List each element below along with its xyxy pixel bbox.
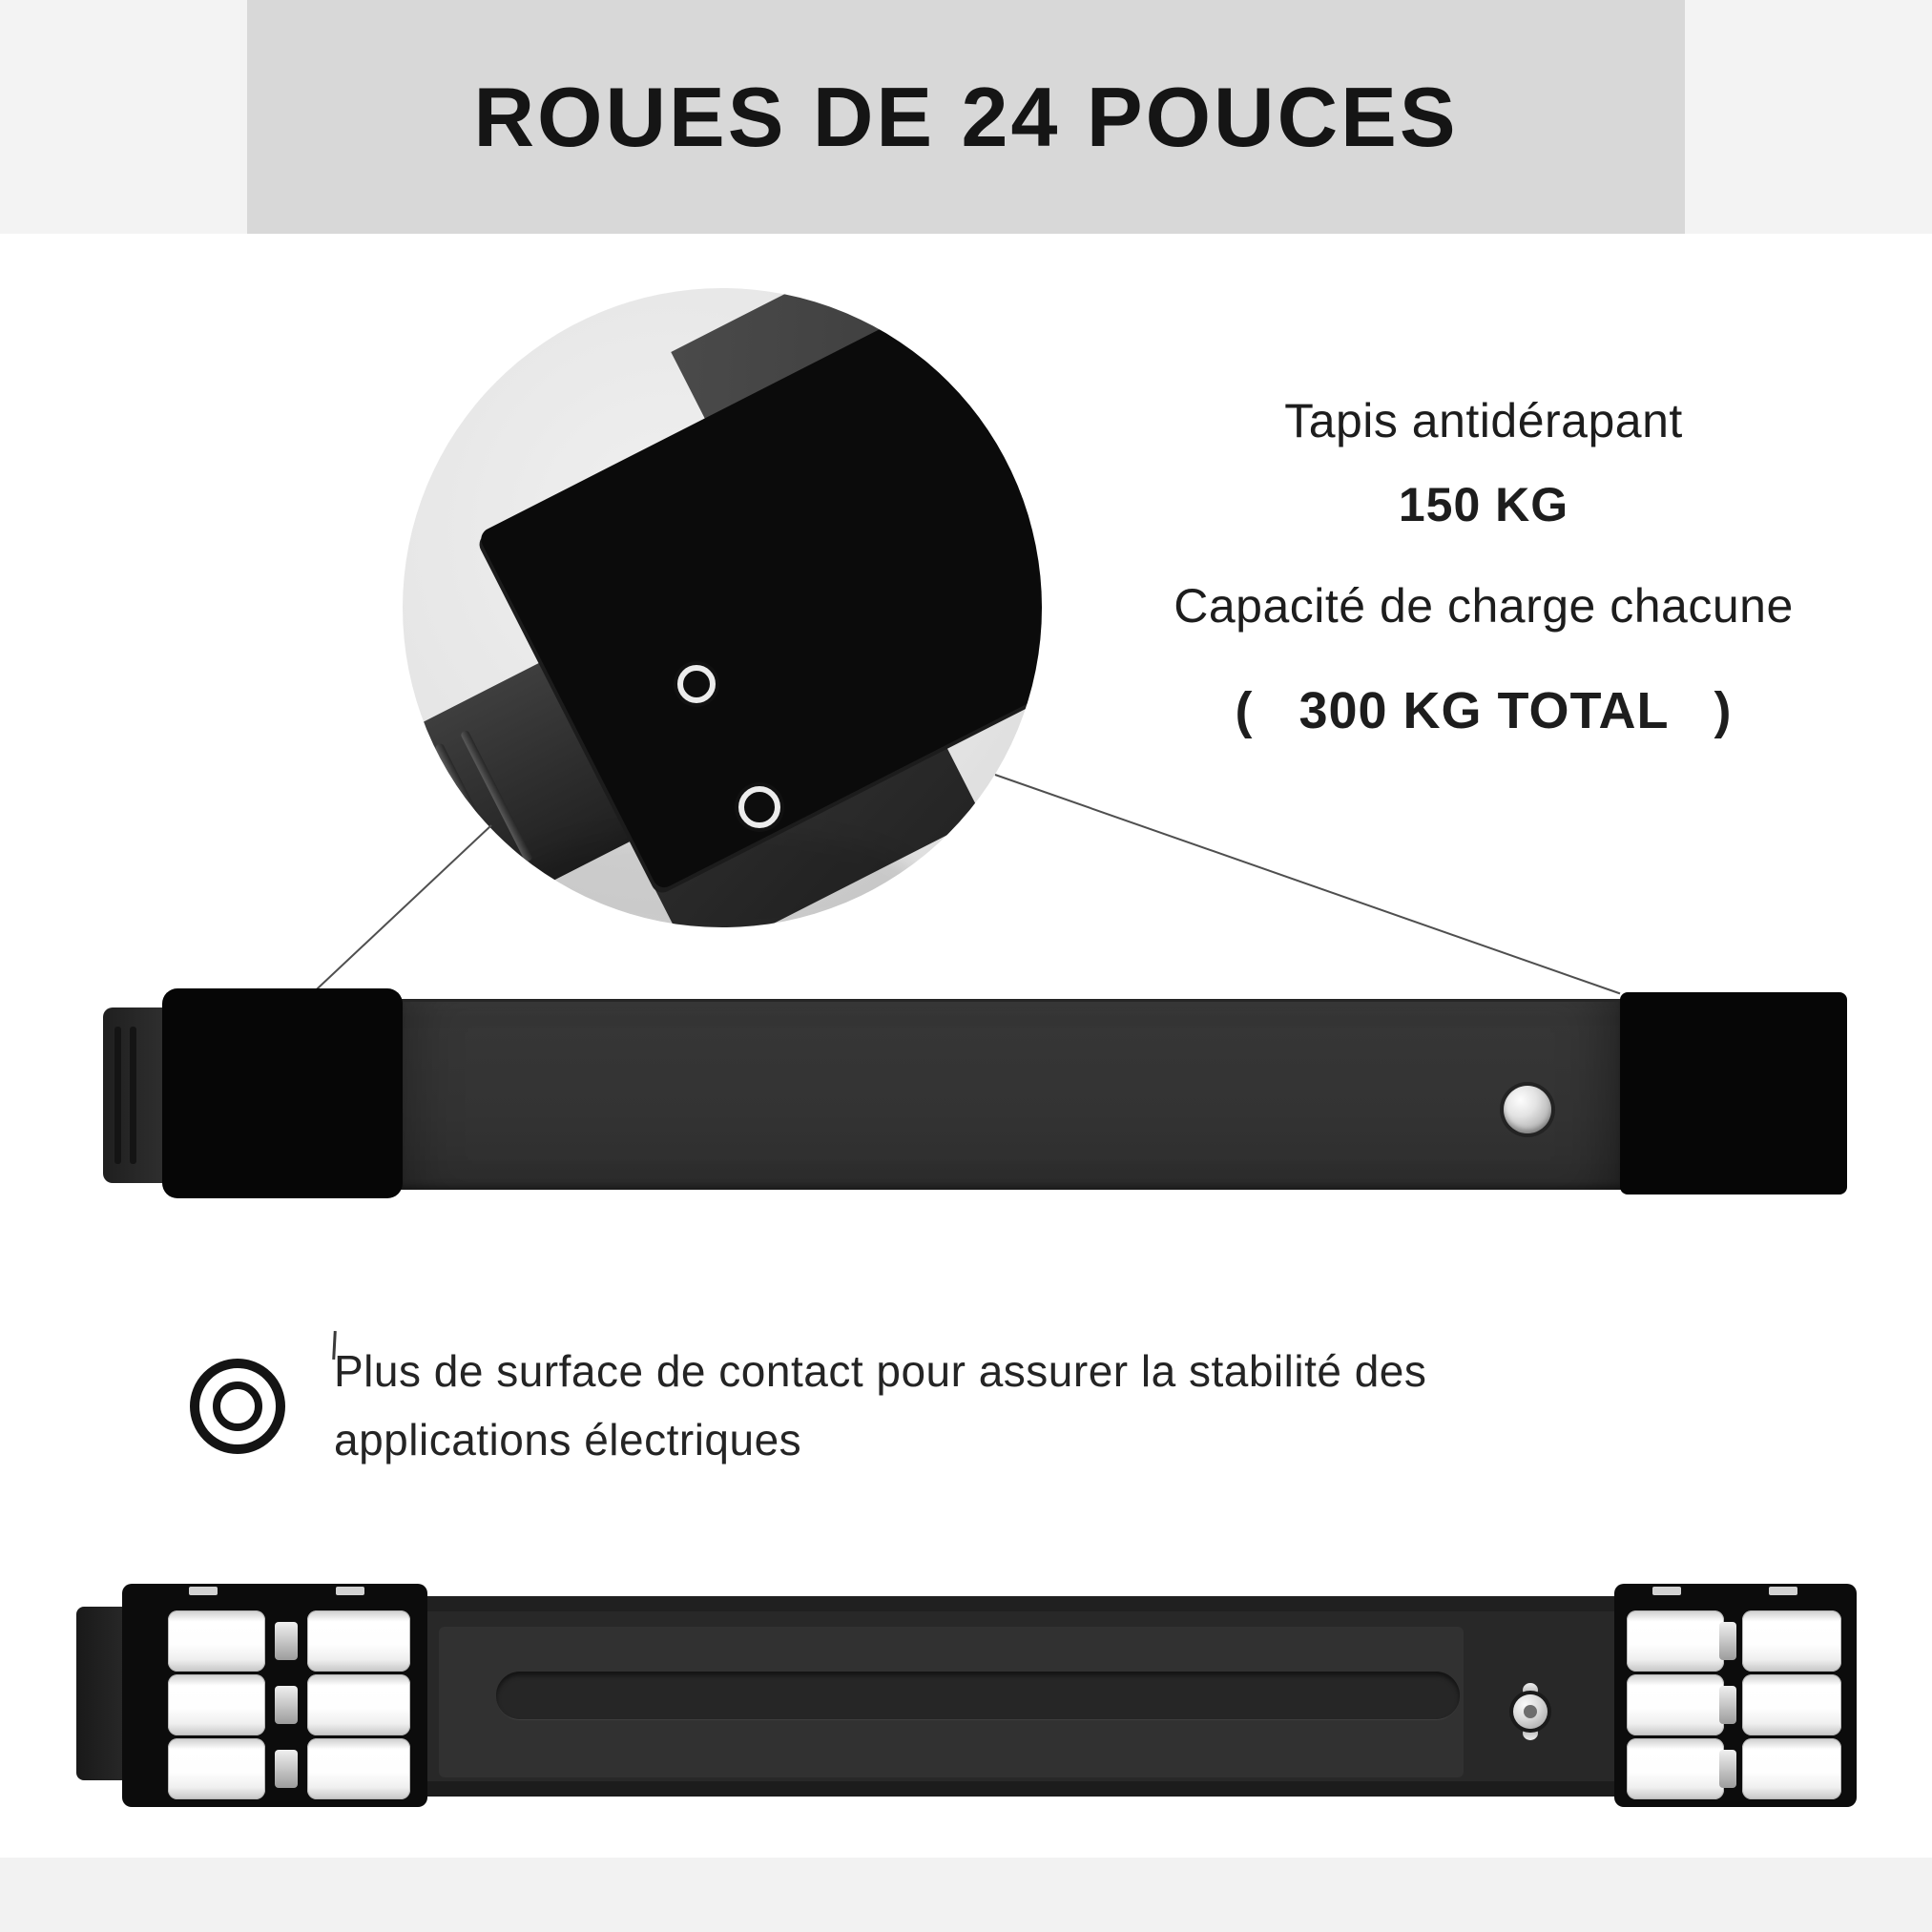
- cap-ridge: [130, 1027, 136, 1164]
- wheel: [307, 1738, 410, 1799]
- wheel-block-right: [1614, 1584, 1857, 1807]
- wheel: [1627, 1610, 1724, 1672]
- axle-clip: [189, 1587, 218, 1595]
- wheel: [307, 1610, 410, 1672]
- wheel: [168, 1610, 265, 1672]
- bar-end-cap-ridged: [103, 1008, 166, 1183]
- zoom-inset-circle: [403, 288, 1042, 927]
- wheel: [1627, 1674, 1724, 1735]
- feature-text-line-2: applications électriques: [334, 1415, 802, 1465]
- header-left-strip: [0, 0, 247, 234]
- grip-pad-left: [162, 988, 403, 1198]
- axle-clip: [275, 1622, 298, 1660]
- bottom-bar-slide-groove: [496, 1672, 1460, 1720]
- axle-clip: [275, 1686, 298, 1724]
- axle-clip: [336, 1587, 364, 1595]
- wheel: [307, 1674, 410, 1735]
- lock-button: [1504, 1086, 1551, 1133]
- axle-clip: [1769, 1587, 1797, 1595]
- roller-bar-top-view: [401, 999, 1622, 1190]
- rivet-eyelet-icon: [738, 786, 780, 828]
- spec-line-capacity-total: ( 300 KG TOTAL ): [1235, 682, 1733, 739]
- spec-line-antislip: Tapis antidérapant: [1284, 394, 1683, 447]
- spec-line-capacity-each: 150 KG: [1398, 478, 1569, 531]
- flap-ridge: [434, 742, 508, 876]
- concentric-circles-icon-inner: [213, 1381, 262, 1431]
- page-title: ROUES DE 24 POUCES: [473, 69, 1459, 164]
- wheel: [1742, 1674, 1841, 1735]
- title-banner: [247, 0, 1685, 234]
- wing-nut-core: [1524, 1705, 1537, 1718]
- grip-pad-right: [1620, 992, 1847, 1195]
- wheel: [168, 1738, 265, 1799]
- callout-line-right: [995, 774, 1621, 994]
- wheel: [1627, 1738, 1724, 1799]
- spec-line-capacity-label: Capacité de charge chacune: [1174, 579, 1794, 633]
- rivet-eyelet-icon: [677, 665, 716, 703]
- axle-clip: [275, 1750, 298, 1788]
- feature-text-line-1: Plus de surface de contact pour assurer la stabilité des: [334, 1346, 1427, 1396]
- bottom-band: [0, 1858, 1932, 1932]
- wheel: [1742, 1610, 1841, 1672]
- header-right-strip: [1685, 0, 1932, 234]
- axle-clip: [1719, 1750, 1736, 1788]
- wheel: [168, 1674, 265, 1735]
- wheel-block-left: [122, 1584, 427, 1807]
- axle-clip: [1719, 1622, 1736, 1660]
- axle-clip: [1719, 1686, 1736, 1724]
- wheel: [1742, 1738, 1841, 1799]
- cap-ridge: [114, 1027, 121, 1164]
- axle-clip: [1652, 1587, 1681, 1595]
